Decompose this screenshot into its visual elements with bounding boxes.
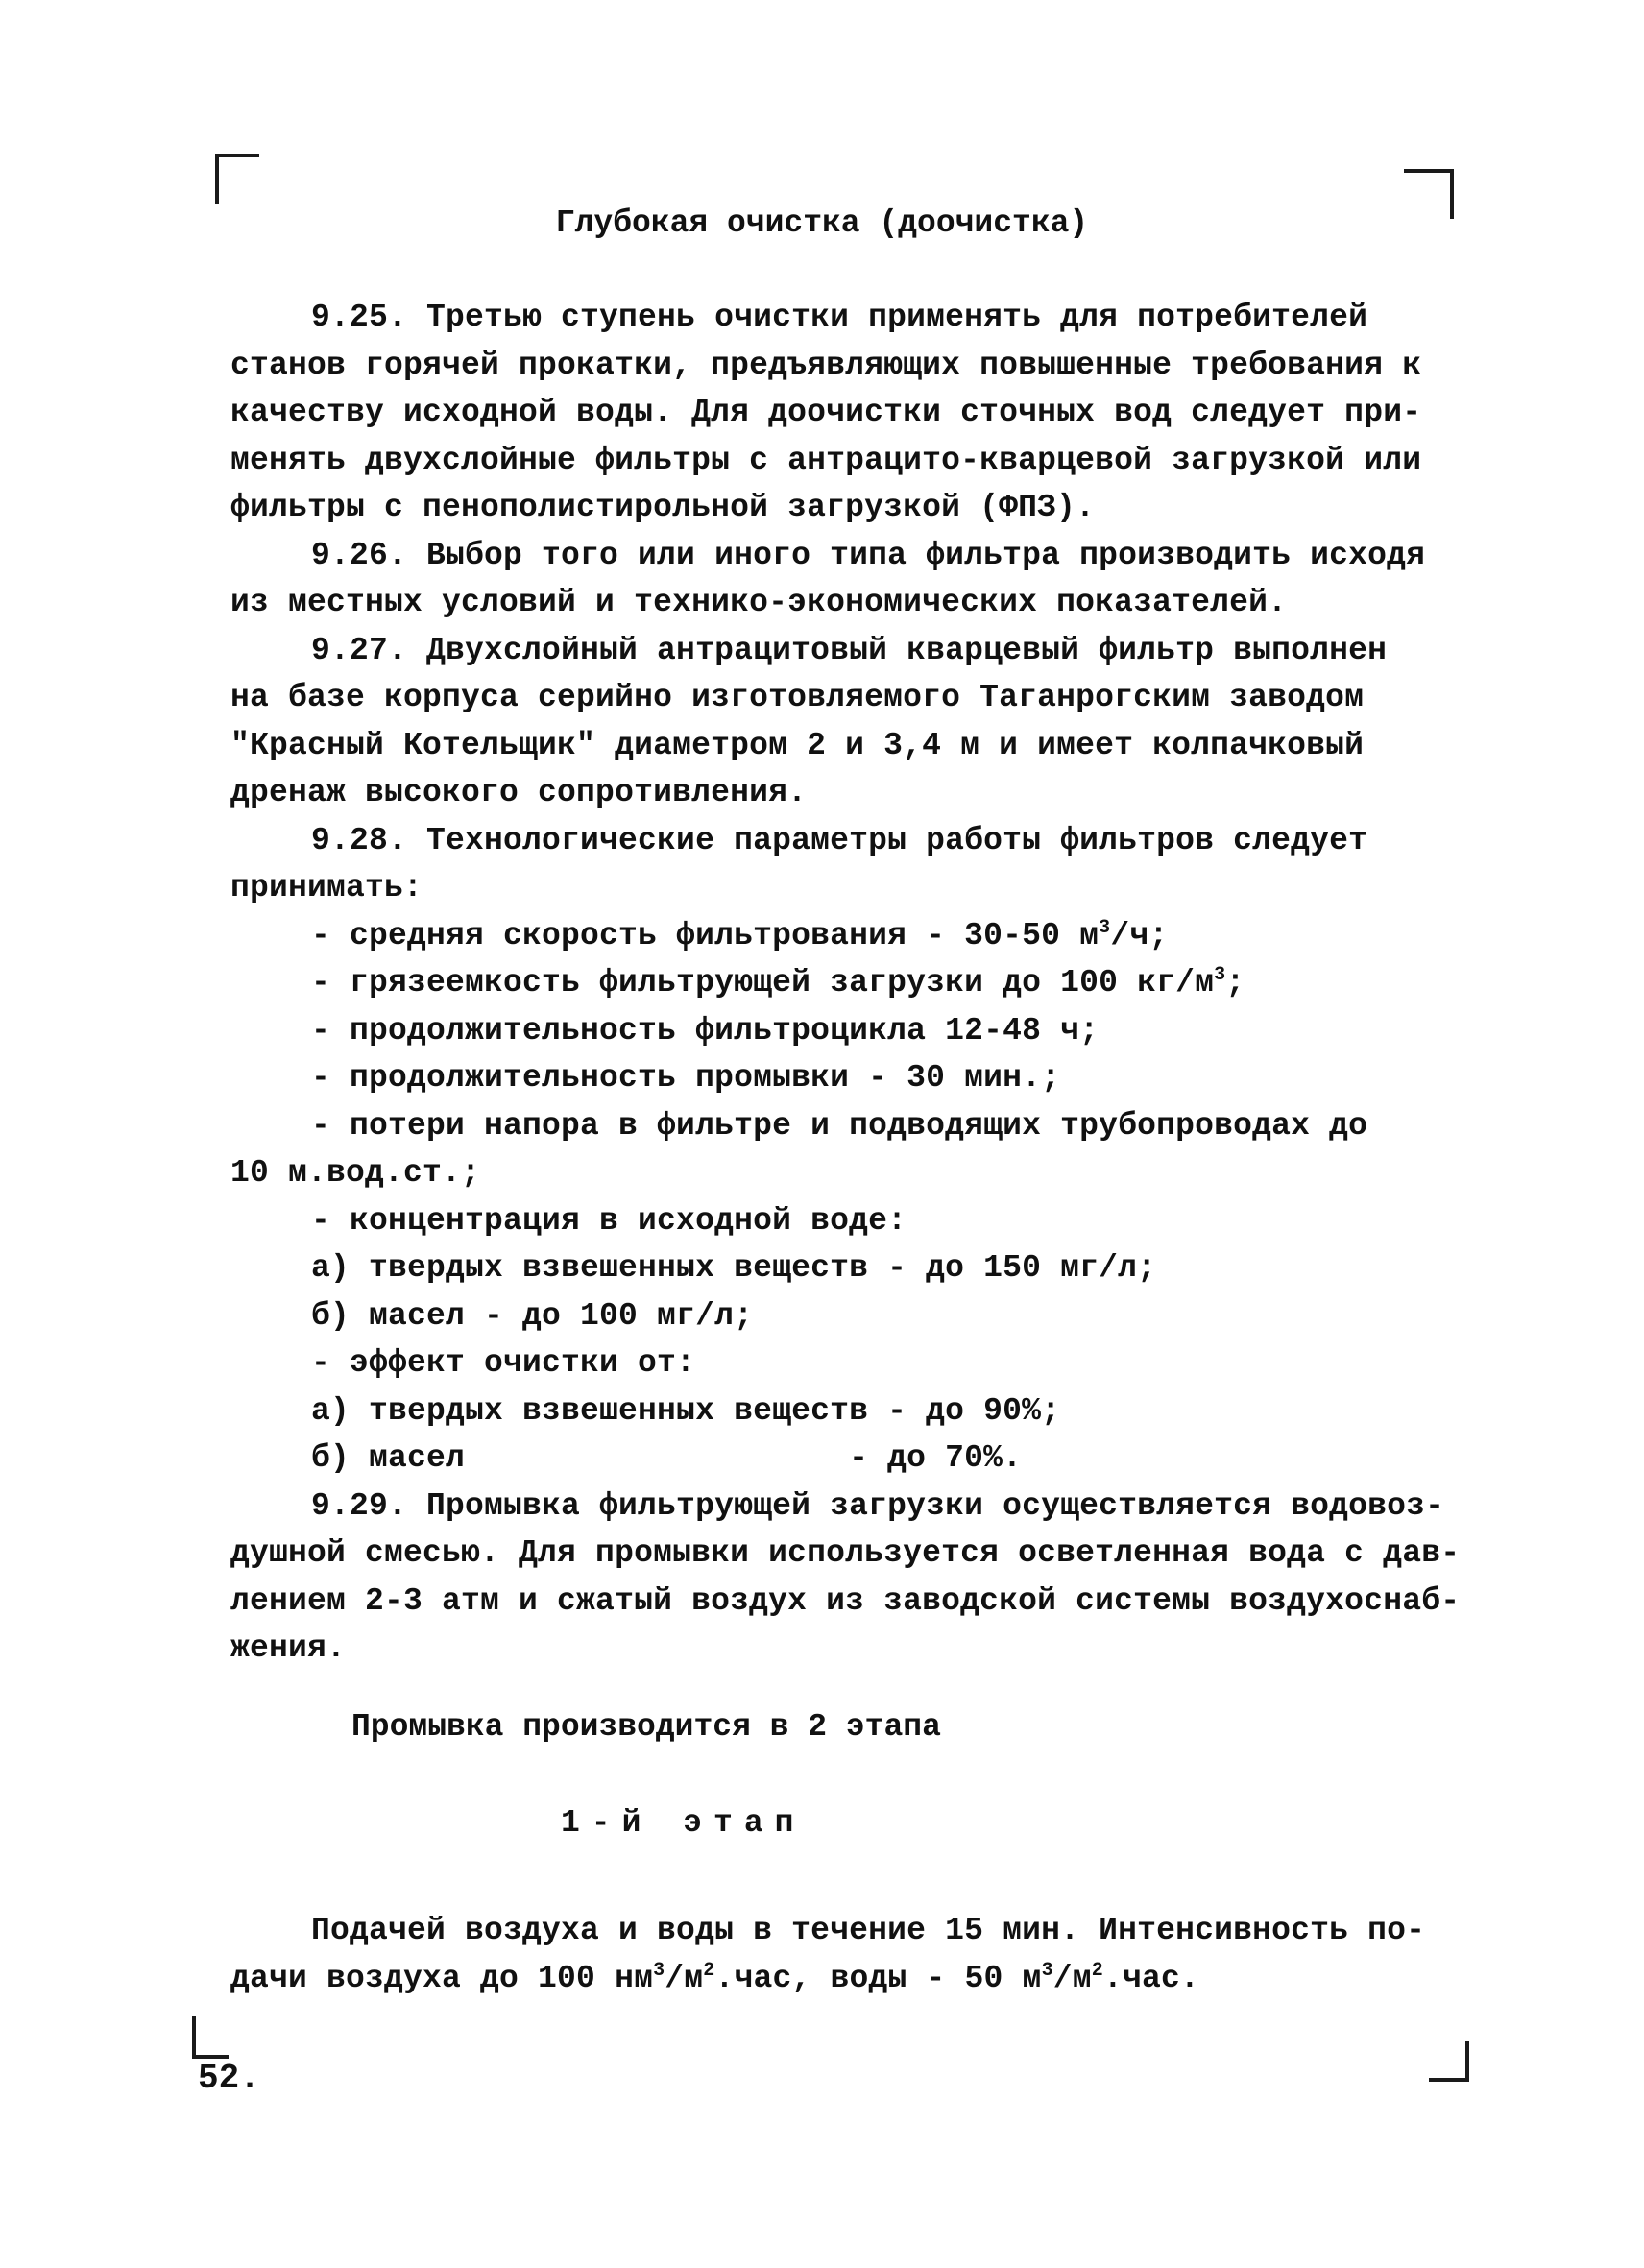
parameter-effect-a: а) твердых взвешенных веществ - до 90%; [311, 1392, 1061, 1429]
text-line: дренаж высокого сопротивления. [230, 775, 808, 810]
corner-mark-bottom-left [192, 2016, 229, 2059]
parameter-filter-cycle: - продолжительность фильтроцикла 12-48 ч; [311, 1012, 1100, 1049]
parameter-wash-duration: - продолжительность промывки - 30 мин.; [311, 1060, 1061, 1096]
text-line: на базе корпуса серийно изготовляемого Таганрогским заводом [230, 680, 1365, 715]
text-line: дачи воздуха до 100 $нм^3/м^2.час$, воды - 50 $м^3/м^2.час$. [230, 1959, 1200, 1996]
text-line: 9.25. Третью ступень очистки применять для потребителей [311, 300, 1368, 335]
text-line: менять двухслойные фильтры с антрацито-кварцевой загрузкой или [230, 442, 1422, 478]
parameter-effect-b: б) масел - до 70%. [311, 1440, 1023, 1476]
text-line: из местных условий и технико-экономических показателей. [230, 585, 1288, 620]
parameter-concentration-a: а) твердых взвешенных веществ - до 150 мг/л; [311, 1250, 1157, 1286]
section-title: Глубокая очистка (доочистка) [555, 205, 1089, 241]
text-line: Подачей воздуха и воды в течение 15 мин. Интенсивность по- [311, 1913, 1426, 1948]
main-text [230, 294, 1469, 1673]
parameter-concentration-b: б) масел - до 100 мг/л; [311, 1297, 754, 1334]
parameter-speed: - средняя скорость фильтрования - 30-50 $м^3/ч$; [311, 916, 1169, 953]
parameter-head-loss: - потери напора в фильтре и подводящих трубопроводах до [311, 1107, 1368, 1144]
stage-1-heading: 1-й этап [561, 1805, 806, 1841]
parameter-effect: - эффект очистки от: [311, 1345, 696, 1381]
text-line: жения. [230, 1630, 347, 1666]
text-line: 9.26. Выбор того или иного типа фильтра производить исходя [311, 537, 1426, 573]
wash-stages-heading: Промывка производится в 2 этапа [351, 1709, 941, 1745]
text-line: станов горячей прокатки, предъявляющих повышенные требования к [230, 347, 1422, 383]
parameter-concentration: - концентрация в исходной воде: [311, 1202, 907, 1239]
text-line: 9.27. Двухслойный антрацитовый кварцевый фильтр выполнен [311, 632, 1388, 668]
corner-mark-bottom-right [1429, 2041, 1469, 2082]
text-line: качеству исходной воды. Для доочистки сточных вод следует при- [230, 395, 1422, 430]
text-line: "Красный Котельщик" диаметром 2 и 3,4 м и имеет колпачковый [230, 727, 1365, 763]
parameter-dirt-capacity: - грязеемкость фильтрующей загрузки до 100 $кг/м^3$; [311, 964, 1245, 1001]
text-line: лением 2-3 атм и сжатый воздух из заводской системы воздухоснаб- [230, 1582, 1461, 1619]
text-line: 9.28. Технологические параметры работы фильтров следует [311, 822, 1368, 858]
text-line: душной смесью. Для промывки используется осветленная вода с дав- [230, 1535, 1461, 1571]
text-line: принимать: [230, 870, 423, 905]
text-line: фильтры с пенополистирольной загрузкой (ФПЗ). [230, 490, 1096, 525]
corner-mark-top-left [215, 154, 259, 204]
stage-1-text [230, 1907, 1469, 2002]
page-number: 52. [198, 2059, 260, 2098]
parameter-head-loss-cont: 10 м.вод.ст.; [230, 1155, 481, 1191]
text-line: 9.29. Промывка фильтрующей загрузки осуществляется водовоз- [311, 1487, 1445, 1524]
